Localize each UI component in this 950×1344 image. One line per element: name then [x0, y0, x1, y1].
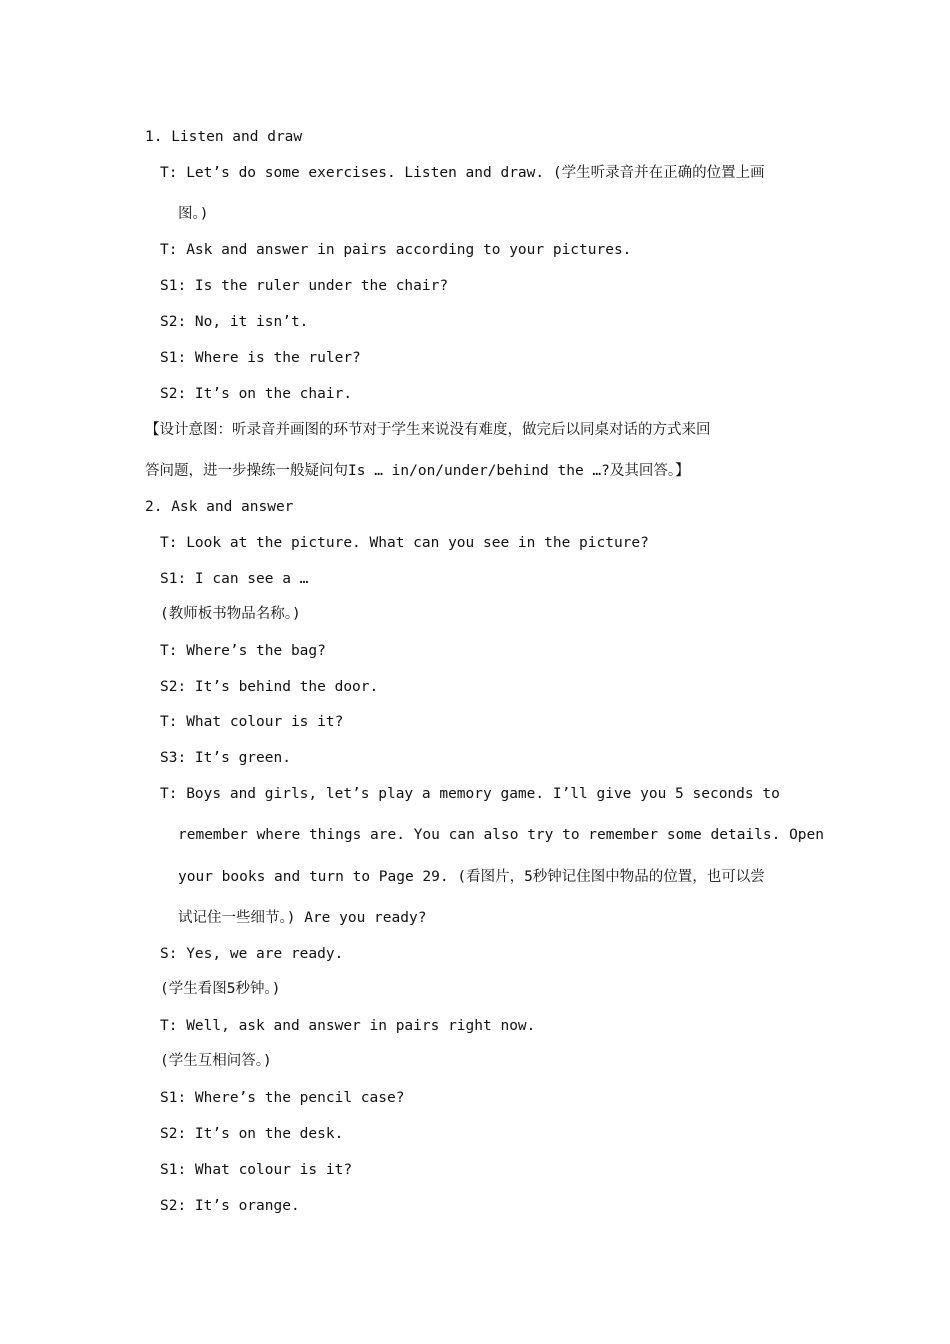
dialogue-line: T: Let’s do some exercises. Listen and draw. (学生听录音并在正确的位置上画 [160, 165, 765, 181]
dialogue-line: S2: It’s on the desk. [160, 1126, 344, 1142]
dialogue-line: S2: It’s orange. [160, 1198, 300, 1214]
dialogue-line-continued: your books and turn to Page 29. (看图片，5秒钟记住图中物品的位置，也可以尝 [178, 869, 765, 885]
dialogue-line: T: Where’s the bag? [160, 643, 326, 659]
dialogue-line: S2: It’s on the chair. [160, 386, 353, 402]
stage-direction: (学生看图5秒钟。) [160, 981, 281, 997]
dialogue-line: S2: It’s behind the door. [160, 679, 379, 695]
dialogue-line: S1: Where’s the pencil case? [160, 1090, 405, 1106]
dialogue-line: S3: It’s green. [160, 750, 291, 766]
dialogue-line: S1: I can see a … [160, 571, 309, 587]
dialogue-line: T: Boys and girls, let’s play a memory game. I’ll give you 5 seconds to [160, 786, 780, 802]
dialogue-line-continued: 图。) [178, 206, 209, 222]
dialogue-line: T: What colour is it? [160, 714, 344, 730]
design-note-continued: 答问题，进一步操练一般疑问句Is … in/on/under/behind the …?及其回答。】 [145, 463, 690, 479]
dialogue-line: T: Ask and answer in pairs according to your pictures. [160, 242, 632, 258]
design-note: 【设计意图：听录音并画图的环节对于学生来说没有难度，做完后以同桌对话的方式来回 [145, 422, 711, 438]
section-2-heading: 2. Ask and answer [145, 499, 294, 515]
stage-direction: (学生互相问答。) [160, 1053, 272, 1069]
dialogue-line: S1: Where is the ruler? [160, 350, 361, 366]
dialogue-line: S2: No, it isn’t. [160, 314, 309, 330]
dialogue-line-continued: 试记住一些细节。) Are you ready? [178, 910, 427, 926]
dialogue-line: S1: What colour is it? [160, 1162, 353, 1178]
dialogue-line: S1: Is the ruler under the chair? [160, 278, 449, 294]
dialogue-line: T: Look at the picture. What can you see in the picture? [160, 535, 649, 551]
section-1-heading: 1. Listen and draw [145, 129, 303, 145]
dialogue-line: T: Well, ask and answer in pairs right now. [160, 1018, 536, 1034]
dialogue-line-continued: remember where things are. You can also try to remember some details. Open [178, 827, 825, 843]
stage-direction: (教师板书物品名称。) [160, 606, 301, 622]
dialogue-line: S: Yes, we are ready. [160, 946, 344, 962]
